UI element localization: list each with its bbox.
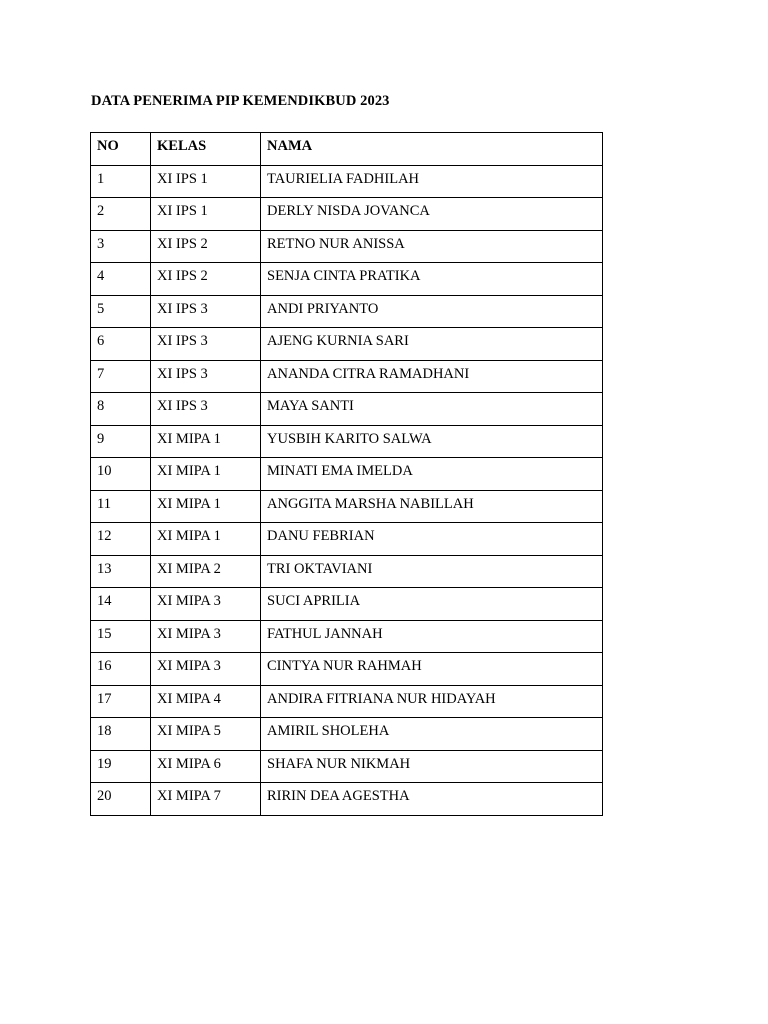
cell-nama: AMIRIL SHOLEHA	[261, 718, 603, 751]
cell-nama: ANDIRA FITRIANA NUR HIDAYAH	[261, 685, 603, 718]
table-row	[91, 328, 603, 361]
table-row	[91, 295, 603, 328]
cell-no: 13	[91, 555, 151, 588]
header-nama: NAMA	[261, 133, 603, 166]
table-row	[91, 685, 603, 718]
cell-no: 12	[91, 523, 151, 556]
cell-kelas: XI MIPA 3	[151, 653, 261, 686]
cell-nama: AJENG KURNIA SARI	[261, 328, 603, 361]
cell-kelas: XI MIPA 2	[151, 555, 261, 588]
cell-kelas: XI IPS 2	[151, 263, 261, 296]
cell-nama: MAYA SANTI	[261, 393, 603, 426]
cell-nama: SUCI APRILIA	[261, 588, 603, 621]
cell-no: 7	[91, 360, 151, 393]
table-row	[91, 263, 603, 296]
cell-nama: DERLY NISDA JOVANCA	[261, 198, 603, 231]
cell-no: 17	[91, 685, 151, 718]
table-row	[91, 750, 603, 783]
cell-kelas: XI IPS 1	[151, 198, 261, 231]
table-row	[91, 523, 603, 556]
cell-no: 16	[91, 653, 151, 686]
cell-kelas: XI MIPA 5	[151, 718, 261, 751]
recipient-table	[90, 132, 603, 816]
cell-no: 2	[91, 198, 151, 231]
cell-no: 3	[91, 230, 151, 263]
cell-nama: SHAFA NUR NIKMAH	[261, 750, 603, 783]
table-row	[91, 425, 603, 458]
table-row	[91, 198, 603, 231]
table-row	[91, 783, 603, 816]
cell-nama: ANDI PRIYANTO	[261, 295, 603, 328]
header-no: NO	[91, 133, 151, 166]
cell-nama: DANU FEBRIAN	[261, 523, 603, 556]
cell-no: 11	[91, 490, 151, 523]
cell-nama: FATHUL JANNAH	[261, 620, 603, 653]
cell-nama: ANGGITA MARSHA NABILLAH	[261, 490, 603, 523]
cell-no: 5	[91, 295, 151, 328]
table-row	[91, 620, 603, 653]
cell-kelas: XI MIPA 3	[151, 620, 261, 653]
cell-nama: RIRIN DEA AGESTHA	[261, 783, 603, 816]
cell-no: 9	[91, 425, 151, 458]
cell-no: 4	[91, 263, 151, 296]
document-title: DATA PENERIMA PIP KEMENDIKBUD 2023	[91, 93, 390, 109]
header-kelas: KELAS	[151, 133, 261, 166]
table-row	[91, 230, 603, 263]
cell-kelas: XI MIPA 1	[151, 490, 261, 523]
cell-no: 15	[91, 620, 151, 653]
table-row	[91, 360, 603, 393]
cell-kelas: XI IPS 3	[151, 328, 261, 361]
table-header-row	[91, 133, 603, 166]
cell-kelas: XI MIPA 1	[151, 458, 261, 491]
cell-kelas: XI IPS 3	[151, 393, 261, 426]
table-row	[91, 165, 603, 198]
table-header	[91, 133, 603, 166]
cell-no: 8	[91, 393, 151, 426]
cell-no: 1	[91, 165, 151, 198]
cell-nama: RETNO NUR ANISSA	[261, 230, 603, 263]
table-row	[91, 653, 603, 686]
cell-nama: TRI OKTAVIANI	[261, 555, 603, 588]
cell-kelas: XI MIPA 3	[151, 588, 261, 621]
cell-no: 10	[91, 458, 151, 491]
cell-kelas: XI MIPA 7	[151, 783, 261, 816]
table-row	[91, 555, 603, 588]
cell-nama: SENJA CINTA PRATIKA	[261, 263, 603, 296]
table-row	[91, 458, 603, 491]
cell-nama: ANANDA CITRA RAMADHANI	[261, 360, 603, 393]
cell-nama: MINATI EMA IMELDA	[261, 458, 603, 491]
cell-kelas: XI IPS 3	[151, 360, 261, 393]
cell-nama: TAURIELIA FADHILAH	[261, 165, 603, 198]
cell-kelas: XI MIPA 1	[151, 425, 261, 458]
cell-no: 19	[91, 750, 151, 783]
table-row	[91, 490, 603, 523]
cell-kelas: XI MIPA 4	[151, 685, 261, 718]
cell-kelas: XI IPS 1	[151, 165, 261, 198]
cell-no: 6	[91, 328, 151, 361]
cell-no: 14	[91, 588, 151, 621]
table-row	[91, 718, 603, 751]
cell-nama: CINTYA NUR RAHMAH	[261, 653, 603, 686]
cell-kelas: XI MIPA 1	[151, 523, 261, 556]
cell-kelas: XI MIPA 6	[151, 750, 261, 783]
table-row	[91, 393, 603, 426]
cell-no: 20	[91, 783, 151, 816]
cell-kelas: XI IPS 3	[151, 295, 261, 328]
cell-nama: YUSBIH KARITO SALWA	[261, 425, 603, 458]
table-row	[91, 588, 603, 621]
cell-kelas: XI IPS 2	[151, 230, 261, 263]
table-body	[91, 165, 603, 815]
cell-no: 18	[91, 718, 151, 751]
